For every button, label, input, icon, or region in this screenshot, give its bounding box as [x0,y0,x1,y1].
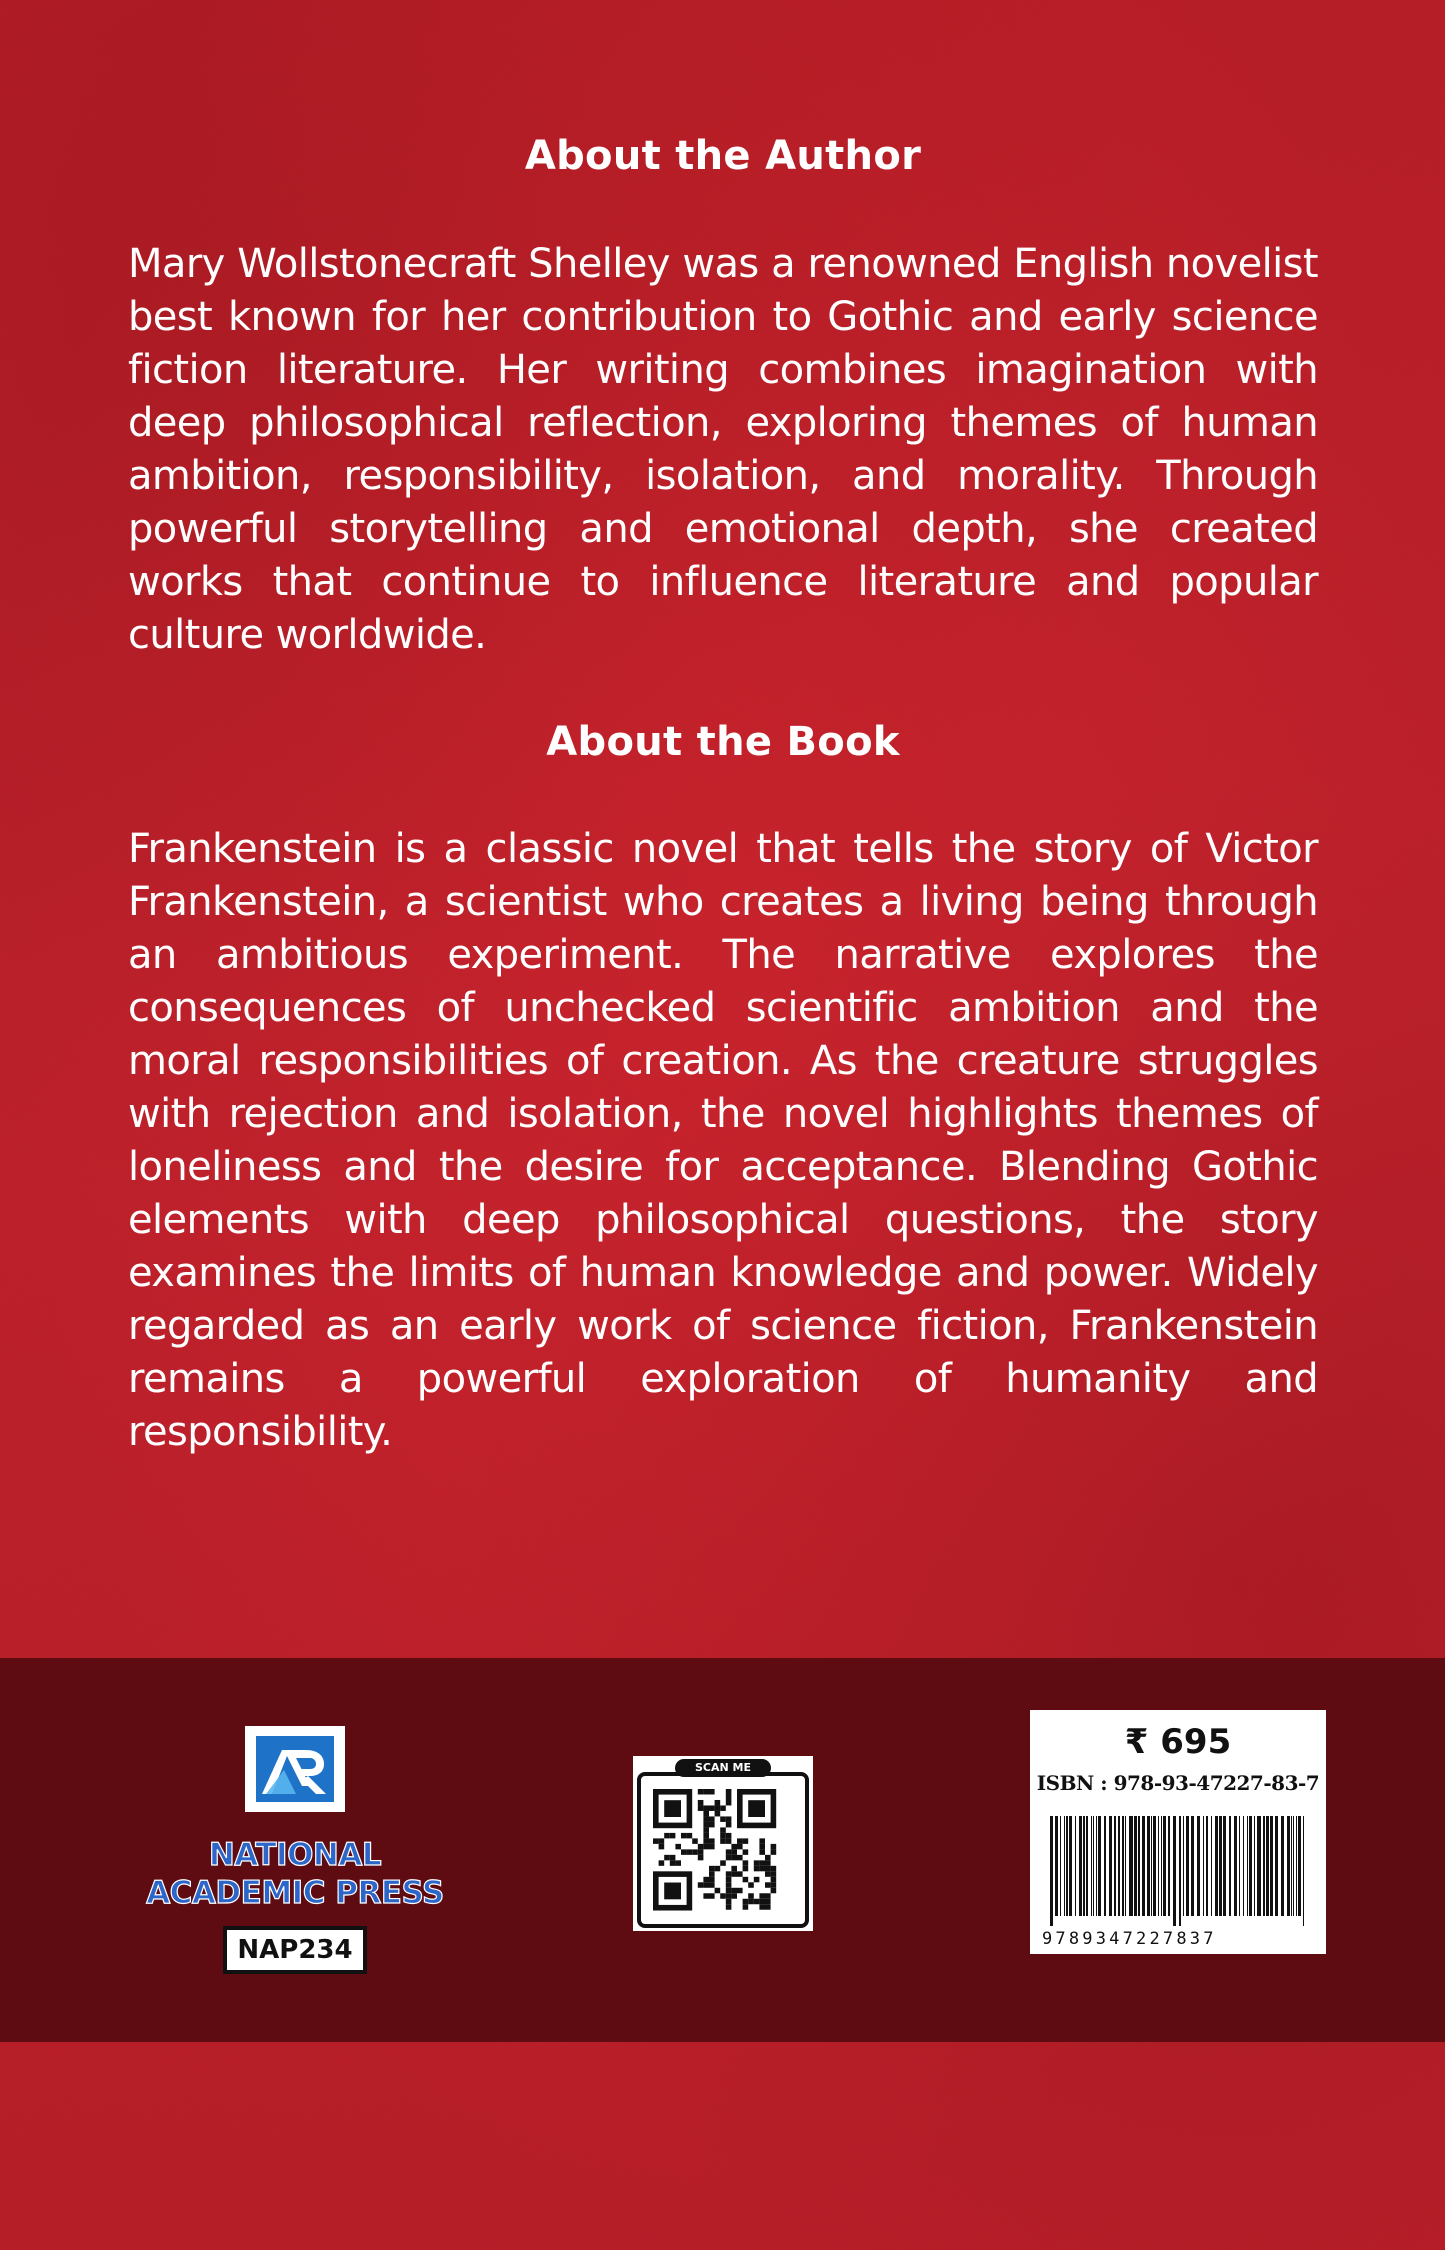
publisher-code: NAP234 [223,1926,366,1974]
publisher-block [120,1726,470,1974]
price-barcode-block [1030,1710,1326,1954]
qr-code-icon [653,1789,793,1913]
about-book-text: Frankenstein is a classic novel that tells the story of Victor Frankenstein, a scientist who creates a living being through an ambitious experiment. The narrative explores the consequences of unchecked scientific ambition and the moral responsibilities of creation. As the creature struggles with rejection and isolation, the novel highlights themes of loneliness and the desire for acceptance. Blending Gothic elements with deep philosophical questions, the story examines the limits of human knowledge and power. Widely regarded as an early work of science fiction, Frankenstein remains a powerful exploration of humanity and responsibility. [128,826,1318,1455]
about-author-text: Mary Wollstonecraft Shelley was a renowned English novelist best known for her contribution to Gothic and early science fiction literature. Her writing combines imagination with deep philosophical reflection, exploring themes of human ambition, responsibility, isolation, and morality. Through powerful storytelling and emotional depth, she created works that continue to influence literature and popular culture worldwide. [128,241,1318,658]
price: ₹ 695 [1124,1722,1232,1762]
barcode-icon [1048,1816,1308,1926]
publisher-name [120,1836,470,1912]
publisher-name-line2: ACADEMIC PRESS [146,1875,444,1911]
about-book-heading: About the Book [546,719,900,765]
about-author-heading: About the Author [524,133,922,179]
publisher-logo-icon [245,1726,345,1812]
scan-me-label: SCAN ME [675,1759,771,1777]
qr-block[interactable] [633,1756,813,1931]
bottom-band [0,1658,1445,2042]
barcode-digits: 9789347227837 [1042,1929,1217,1949]
isbn-text: ISBN : 978-93-47227-83-7 [1036,1771,1320,1795]
publisher-name-line1: NATIONAL [208,1837,382,1873]
